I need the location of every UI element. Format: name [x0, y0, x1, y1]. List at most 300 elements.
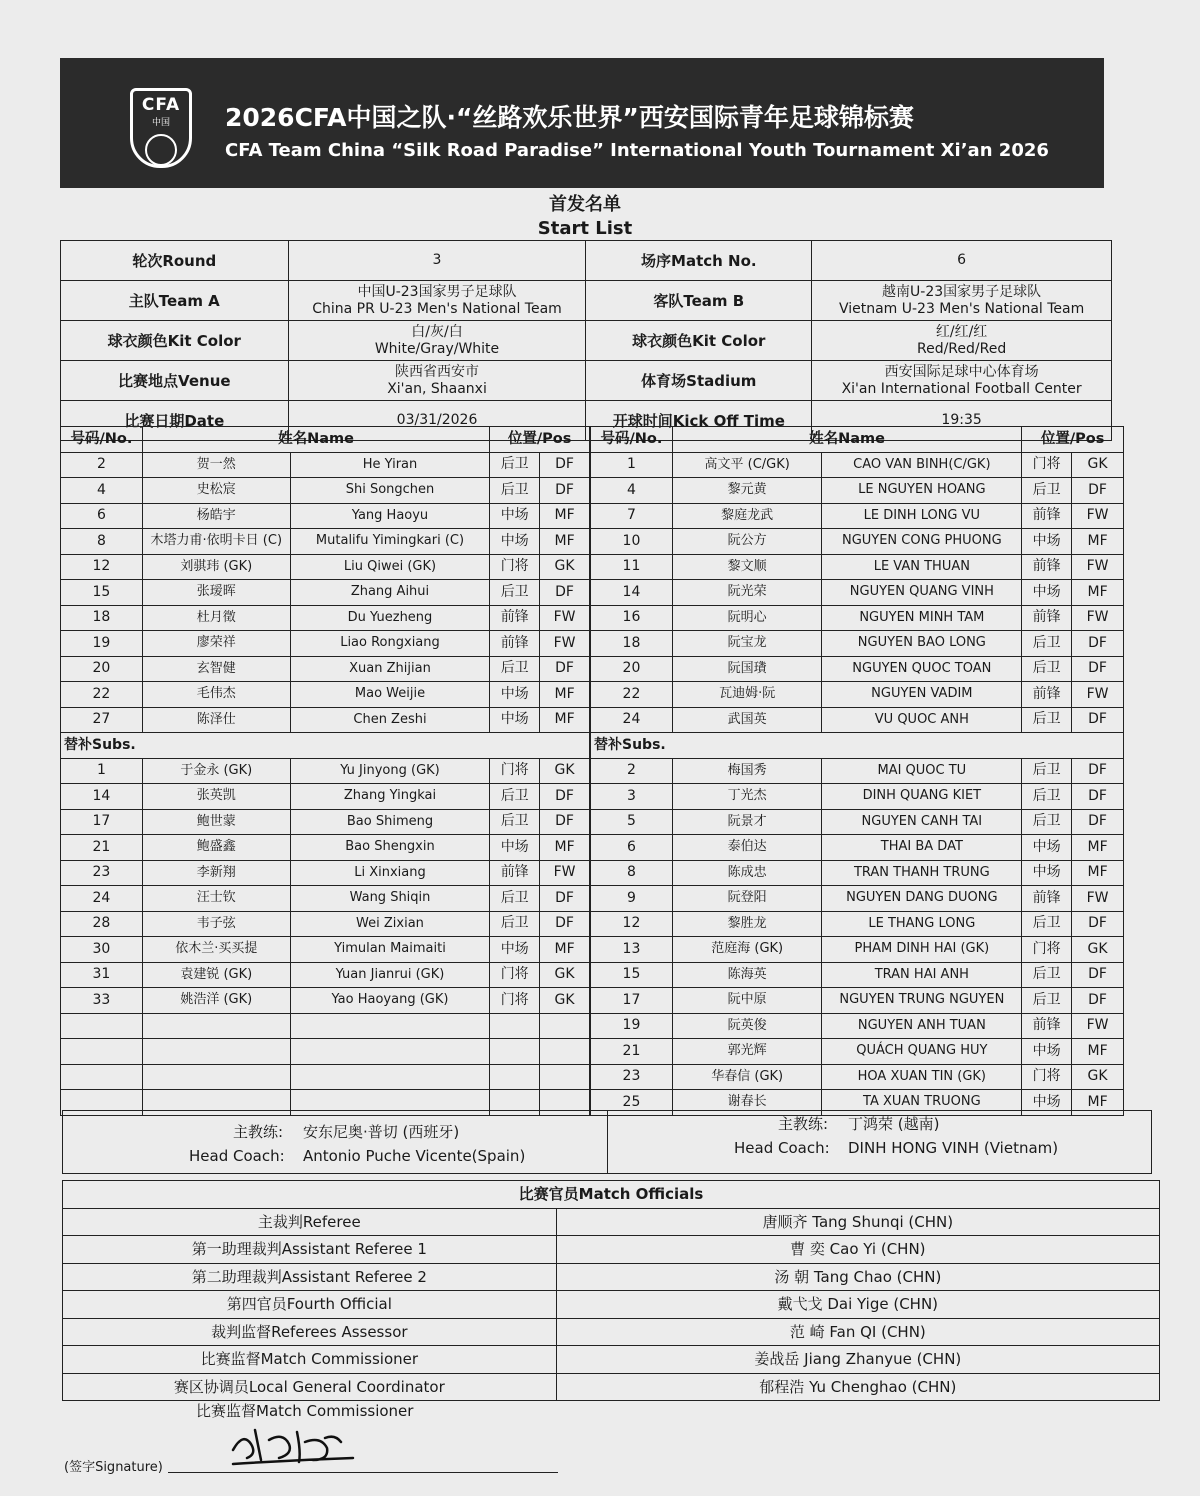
player-name-cn: 武国英 [672, 707, 822, 733]
player-pos: FW [1072, 503, 1124, 529]
player-name-en: QUÁCH QUANG HUY [822, 1039, 1022, 1065]
player-name-cn: 姚浩洋 (GK) [142, 988, 290, 1014]
player-row [591, 758, 1124, 784]
player-pos-cn: 后卫 [1022, 962, 1072, 988]
player-name-cn: 阮登阳 [672, 886, 822, 912]
match-info-table [60, 240, 1112, 441]
player-pos [540, 1039, 590, 1065]
player-number: 21 [61, 835, 143, 861]
player-name-cn: 杜月徵 [142, 605, 290, 631]
player-pos: MF [1072, 529, 1124, 555]
player-row [61, 631, 590, 657]
player-name-en: NGUYEN CANH TAI [822, 809, 1022, 835]
kickoff-label: 开球时间Kick Off Time [586, 401, 812, 441]
player-name-en: NGUYEN QUANG VINH [822, 580, 1022, 606]
player-name-en: NGUYEN MINH TAM [822, 605, 1022, 631]
player-number [61, 1039, 143, 1065]
player-name-cn: 黎庭龙武 [672, 503, 822, 529]
player-row [61, 911, 590, 937]
player-pos: MF [1072, 1090, 1124, 1116]
player-name-en: Yao Haoyang (GK) [290, 988, 490, 1014]
player-row [61, 580, 590, 606]
player-number: 19 [591, 1013, 673, 1039]
player-name-cn: 史松宸 [142, 478, 290, 504]
player-name-en: MAI QUOC TU [822, 758, 1022, 784]
player-row [61, 962, 590, 988]
player-number: 28 [61, 911, 143, 937]
player-name-en: CAO VAN BINH(C/GK) [822, 452, 1022, 478]
player-pos: MF [540, 707, 590, 733]
player-number: 11 [591, 554, 673, 580]
player-pos: FW [1072, 886, 1124, 912]
official-row [63, 1236, 1160, 1264]
player-number: 13 [591, 937, 673, 963]
player-pos-cn: 后卫 [490, 478, 540, 504]
player-name-en: He Yiran [290, 452, 490, 478]
player-pos-cn: 前锋 [1022, 886, 1072, 912]
player-number: 24 [61, 886, 143, 912]
player-number: 25 [591, 1090, 673, 1116]
date-label: 比赛日期Date [61, 401, 289, 441]
match-no-value: 6 [812, 241, 1112, 281]
col-no-header: 号码/No. [61, 427, 143, 453]
player-row [591, 631, 1124, 657]
player-number [61, 1013, 143, 1039]
player-name-cn: 梅国秀 [672, 758, 822, 784]
official-name: 汤 朝 Tang Chao (CHN) [556, 1263, 1159, 1291]
team-b-roster [590, 426, 1124, 1116]
team-b-coach [608, 1111, 1151, 1173]
player-name-cn: 阮中原 [672, 988, 822, 1014]
player-pos-cn: 前锋 [490, 631, 540, 657]
stadium-label: 体育场Stadium [586, 361, 812, 401]
player-pos: DF [1072, 809, 1124, 835]
player-row [61, 452, 590, 478]
player-name-cn: 陈泽仕 [142, 707, 290, 733]
col-name-header: 姓名Name [142, 427, 489, 453]
player-number: 18 [591, 631, 673, 657]
col-name-header: 姓名Name [672, 427, 1021, 453]
venue-value [288, 361, 586, 401]
player-name-cn: 黎文顺 [672, 554, 822, 580]
player-row [591, 809, 1124, 835]
player-number: 8 [591, 860, 673, 886]
venue-cn: 陕西省西安市 [395, 363, 480, 380]
player-number: 12 [61, 554, 143, 580]
player-name-en: Li Xinxiang [290, 860, 490, 886]
coach-a-name-cn: 安东尼奥·普切 (西班牙) [303, 1123, 460, 1141]
player-name-en: Wang Shiqin [290, 886, 490, 912]
player-pos-cn: 前锋 [1022, 554, 1072, 580]
player-pos: DF [1072, 784, 1124, 810]
player-name-cn: 华春信 (GK) [672, 1064, 822, 1090]
player-name-cn: 泰伯达 [672, 835, 822, 861]
player-name-cn: 阮光荣 [672, 580, 822, 606]
player-row [61, 784, 590, 810]
player-row [61, 809, 590, 835]
player-name-cn: 阮宝龙 [672, 631, 822, 657]
player-pos: MF [1072, 835, 1124, 861]
player-pos-cn: 前锋 [1022, 682, 1072, 708]
player-pos: GK [540, 554, 590, 580]
player-name-cn: 高文平 (C/GK) [672, 452, 822, 478]
team-b-en: Vietnam U-23 Men's National Team [838, 300, 1085, 317]
official-role: 第四官员Fourth Official [63, 1291, 557, 1319]
player-name-cn: 郭光辉 [672, 1039, 822, 1065]
player-number: 15 [61, 580, 143, 606]
player-pos: MF [1072, 860, 1124, 886]
player-number: 14 [61, 784, 143, 810]
player-pos: GK [1072, 1064, 1124, 1090]
player-row [61, 554, 590, 580]
player-name-en: LE VAN THUAN [822, 554, 1022, 580]
logo-sub: 中国 [151, 118, 170, 128]
player-number: 1 [591, 452, 673, 478]
player-pos: MF [1072, 1039, 1124, 1065]
player-pos-cn [490, 1039, 540, 1065]
round-label: 轮次Round [61, 241, 289, 281]
player-name-en: Bao Shengxin [290, 835, 490, 861]
player-pos: DF [1072, 758, 1124, 784]
player-name-en: Bao Shimeng [290, 809, 490, 835]
player-name-cn: 依木兰·买买提 [142, 937, 290, 963]
player-name-cn: 刘骐玮 (GK) [142, 554, 290, 580]
player-name-en: THAI BA DAT [822, 835, 1022, 861]
player-pos: MF [1072, 580, 1124, 606]
player-pos-cn: 后卫 [1022, 656, 1072, 682]
player-name-cn: 廖荣祥 [142, 631, 290, 657]
player-number: 18 [61, 605, 143, 631]
football-icon [145, 134, 177, 166]
player-number: 7 [591, 503, 673, 529]
player-pos: GK [1072, 452, 1124, 478]
player-number: 4 [591, 478, 673, 504]
player-name-en: VU QUOC ANH [822, 707, 1022, 733]
player-pos: FW [1072, 554, 1124, 580]
player-pos: FW [1072, 605, 1124, 631]
player-row [591, 682, 1124, 708]
player-name-en: Zhang Aihui [290, 580, 490, 606]
player-name-cn [142, 1013, 290, 1039]
official-role: 第一助理裁判Assistant Referee 1 [63, 1236, 557, 1264]
player-pos-cn: 后卫 [1022, 809, 1072, 835]
player-row [591, 1013, 1124, 1039]
official-name: 唐顺齐 Tang Shunqi (CHN) [556, 1208, 1159, 1236]
player-row [61, 656, 590, 682]
player-pos: FW [1072, 682, 1124, 708]
player-name-en: NGUYEN VADIM [822, 682, 1022, 708]
player-number: 3 [591, 784, 673, 810]
kit-b-value [812, 321, 1112, 361]
player-pos-cn: 后卫 [490, 452, 540, 478]
player-name-cn: 阮英俊 [672, 1013, 822, 1039]
player-name-cn: 阮公方 [672, 529, 822, 555]
handwritten-signature [225, 1420, 365, 1470]
player-pos-cn [490, 1064, 540, 1090]
player-pos: FW [1072, 1013, 1124, 1039]
official-role: 比赛监督Match Commissioner [63, 1346, 557, 1374]
team-b-cn: 越南U-23国家男子足球队 [882, 283, 1042, 300]
player-number: 15 [591, 962, 673, 988]
player-number: 6 [591, 835, 673, 861]
player-pos: FW [540, 631, 590, 657]
team-a-roster [60, 426, 590, 1116]
player-row [591, 605, 1124, 631]
team-b-label: 客队Team B [586, 281, 812, 321]
player-row [591, 911, 1124, 937]
player-row [61, 682, 590, 708]
player-name-cn [142, 1039, 290, 1065]
player-row [61, 503, 590, 529]
player-number: 27 [61, 707, 143, 733]
team-a-label: 主队Team A [61, 281, 289, 321]
player-pos: GK [1072, 937, 1124, 963]
stadium-value [812, 361, 1112, 401]
kit-a-label: 球衣颜色Kit Color [61, 321, 289, 361]
player-name-cn: 谢春长 [672, 1090, 822, 1116]
player-pos-cn: 门将 [1022, 1064, 1072, 1090]
player-name-en: TRAN HAI ANH [822, 962, 1022, 988]
official-role: 裁判监督Referees Assessor [63, 1318, 557, 1346]
stadium-cn: 西安国际足球中心体育场 [884, 363, 1039, 380]
player-pos-cn: 门将 [1022, 452, 1072, 478]
player-pos-cn: 后卫 [490, 886, 540, 912]
player-pos: DF [1072, 911, 1124, 937]
player-pos-cn: 门将 [490, 554, 540, 580]
player-number: 16 [591, 605, 673, 631]
player-name-cn: 黎元黄 [672, 478, 822, 504]
player-name-cn: 贺一然 [142, 452, 290, 478]
player-name-en: DINH QUANG KIET [822, 784, 1022, 810]
player-number: 2 [591, 758, 673, 784]
player-name-cn: 阮明心 [672, 605, 822, 631]
player-pos-cn: 后卫 [490, 580, 540, 606]
player-name-en: LE NGUYEN HOANG [822, 478, 1022, 504]
official-row [63, 1373, 1160, 1401]
player-row [591, 860, 1124, 886]
player-pos-cn: 中场 [1022, 860, 1072, 886]
player-number: 6 [61, 503, 143, 529]
header-banner [60, 58, 1104, 188]
player-row [61, 758, 590, 784]
player-pos-cn: 后卫 [1022, 988, 1072, 1014]
player-row [61, 886, 590, 912]
player-row [591, 452, 1124, 478]
player-name-en: PHAM DINH HAI (GK) [822, 937, 1022, 963]
player-pos-cn: 前锋 [490, 605, 540, 631]
player-name-en: Mao Weijie [290, 682, 490, 708]
player-pos: DF [540, 809, 590, 835]
player-number: 1 [61, 758, 143, 784]
col-pos-header: 位置/Pos [1022, 427, 1124, 453]
start-list-title-cn: 首发名单 [549, 194, 621, 215]
player-pos: FW [540, 860, 590, 886]
player-name-en: NGUYEN DANG DUONG [822, 886, 1022, 912]
player-pos-cn: 后卫 [1022, 707, 1072, 733]
player-pos-cn: 前锋 [1022, 503, 1072, 529]
player-row [61, 478, 590, 504]
player-number: 23 [61, 860, 143, 886]
player-row [61, 529, 590, 555]
official-role: 第二助理裁判Assistant Referee 2 [63, 1263, 557, 1291]
start-list-title-en: Start List [537, 218, 633, 239]
subs-header: 替补Subs. [591, 733, 1124, 759]
player-pos: MF [540, 503, 590, 529]
player-row [591, 580, 1124, 606]
player-number: 23 [591, 1064, 673, 1090]
player-number: 4 [61, 478, 143, 504]
player-name-cn: 张英凯 [142, 784, 290, 810]
player-pos-cn: 中场 [490, 503, 540, 529]
player-pos: DF [1072, 656, 1124, 682]
kit-b-label: 球衣颜色Kit Color [586, 321, 812, 361]
player-name-en: LE THANG LONG [822, 911, 1022, 937]
player-number: 12 [591, 911, 673, 937]
player-row [61, 1064, 590, 1090]
player-pos-cn: 后卫 [490, 784, 540, 810]
player-name-en: Zhang Yingkai [290, 784, 490, 810]
commissioner-label: 比赛监督Match Commissioner [196, 1402, 414, 1420]
title-english: CFA Team China “Silk Road Paradise” International Youth Tournament Xi’an 2026 [225, 140, 1049, 161]
player-pos-cn [490, 1013, 540, 1039]
player-name-en: NGUYEN QUOC TOAN [822, 656, 1022, 682]
player-row [61, 860, 590, 886]
player-name-en: Xuan Zhijian [290, 656, 490, 682]
player-name-cn: 阮国璳 [672, 656, 822, 682]
player-name-en: NGUYEN TRUNG NGUYEN [822, 988, 1022, 1014]
official-row [63, 1263, 1160, 1291]
player-pos: DF [540, 452, 590, 478]
team-a-value [288, 281, 586, 321]
player-pos-cn: 门将 [490, 758, 540, 784]
player-pos: DF [1072, 707, 1124, 733]
player-row [591, 1039, 1124, 1065]
official-row [63, 1318, 1160, 1346]
player-pos: MF [540, 937, 590, 963]
coach-b-name-cn: 丁鸿荣 (越南) [848, 1115, 940, 1133]
player-name-en: TA XUAN TRUONG [822, 1090, 1022, 1116]
player-number: 22 [591, 682, 673, 708]
player-number: 33 [61, 988, 143, 1014]
player-pos: DF [1072, 478, 1124, 504]
player-name-cn: 瓦迪姆·阮 [672, 682, 822, 708]
signature-label: (签字Signature) [64, 1460, 163, 1475]
player-row [591, 784, 1124, 810]
player-row [591, 503, 1124, 529]
player-row [61, 988, 590, 1014]
player-name-cn: 丁光杰 [672, 784, 822, 810]
subs-header: 替补Subs. [61, 733, 590, 759]
player-name-cn [142, 1064, 290, 1090]
player-number: 2 [61, 452, 143, 478]
player-pos-cn: 门将 [1022, 937, 1072, 963]
player-name-en: LE DINH LONG VU [822, 503, 1022, 529]
match-no-label: 场序Match No. [586, 241, 812, 281]
venue-label: 比赛地点Venue [61, 361, 289, 401]
player-name-cn: 鲍世蒙 [142, 809, 290, 835]
player-name-cn: 李新翔 [142, 860, 290, 886]
player-name-en: Yuan Jianrui (GK) [290, 962, 490, 988]
player-name-en: Chen Zeshi [290, 707, 490, 733]
player-pos-cn: 中场 [490, 529, 540, 555]
player-pos: DF [540, 580, 590, 606]
player-pos: MF [540, 835, 590, 861]
player-row [591, 529, 1124, 555]
player-row [591, 656, 1124, 682]
player-name-en: TRAN THANH TRUNG [822, 860, 1022, 886]
player-number: 9 [591, 886, 673, 912]
player-pos-cn: 后卫 [490, 911, 540, 937]
player-number: 10 [591, 529, 673, 555]
head-coach-row [62, 1110, 1152, 1174]
player-pos-cn: 中场 [490, 707, 540, 733]
player-name-cn: 韦子弦 [142, 911, 290, 937]
kit-a-en: White/Gray/White [374, 340, 500, 357]
player-pos-cn: 后卫 [1022, 478, 1072, 504]
player-pos: DF [540, 911, 590, 937]
title-chinese: 2026CFA中国之队·“丝路欢乐世界”西安国际青年足球锦标赛 [225, 103, 914, 132]
player-pos: DF [1072, 988, 1124, 1014]
player-name-cn: 范庭海 (GK) [672, 937, 822, 963]
player-name-cn: 汪士钦 [142, 886, 290, 912]
player-row [591, 707, 1124, 733]
player-pos-cn: 后卫 [1022, 784, 1072, 810]
venue-en: Xi'an, Shaanxi [387, 380, 487, 397]
player-number: 17 [591, 988, 673, 1014]
logo-text: CFA [141, 95, 181, 115]
player-pos-cn: 后卫 [490, 809, 540, 835]
player-name-en: Liu Qiwei (GK) [290, 554, 490, 580]
player-pos-cn: 前锋 [1022, 1013, 1072, 1039]
player-name-cn: 袁建锐 (GK) [142, 962, 290, 988]
player-pos-cn: 中场 [1022, 1039, 1072, 1065]
player-row [61, 1039, 590, 1065]
player-pos-cn: 中场 [490, 835, 540, 861]
player-pos-cn: 后卫 [1022, 911, 1072, 937]
player-pos: DF [540, 478, 590, 504]
player-number: 30 [61, 937, 143, 963]
player-row [591, 835, 1124, 861]
coach-a-label-cn: 主教练: [233, 1123, 284, 1141]
official-name: 姜战岳 Jiang Zhanyue (CHN) [556, 1346, 1159, 1374]
player-pos-cn: 中场 [1022, 529, 1072, 555]
player-row [61, 707, 590, 733]
signature-line [168, 1472, 558, 1473]
player-name-cn: 鲍盛鑫 [142, 835, 290, 861]
player-name-cn: 陈海英 [672, 962, 822, 988]
player-row [61, 835, 590, 861]
player-number: 21 [591, 1039, 673, 1065]
date-value: 03/31/2026 [288, 401, 586, 441]
player-name-cn: 阮景才 [672, 809, 822, 835]
official-name: 曹 奕 Cao Yi (CHN) [556, 1236, 1159, 1264]
player-name-en: Yu Jinyong (GK) [290, 758, 490, 784]
player-name-en: Yang Haoyu [290, 503, 490, 529]
player-pos: DF [1072, 962, 1124, 988]
player-row [591, 478, 1124, 504]
player-pos-cn: 中场 [490, 937, 540, 963]
player-pos: MF [540, 529, 590, 555]
player-pos: GK [540, 962, 590, 988]
player-pos-cn: 中场 [490, 682, 540, 708]
player-number: 14 [591, 580, 673, 606]
player-pos-cn: 前锋 [490, 860, 540, 886]
coach-b-label-cn: 主教练: [778, 1115, 829, 1133]
player-pos: GK [540, 758, 590, 784]
player-number [61, 1064, 143, 1090]
coach-b-label-en: Head Coach: [734, 1139, 830, 1157]
player-number: 20 [591, 656, 673, 682]
